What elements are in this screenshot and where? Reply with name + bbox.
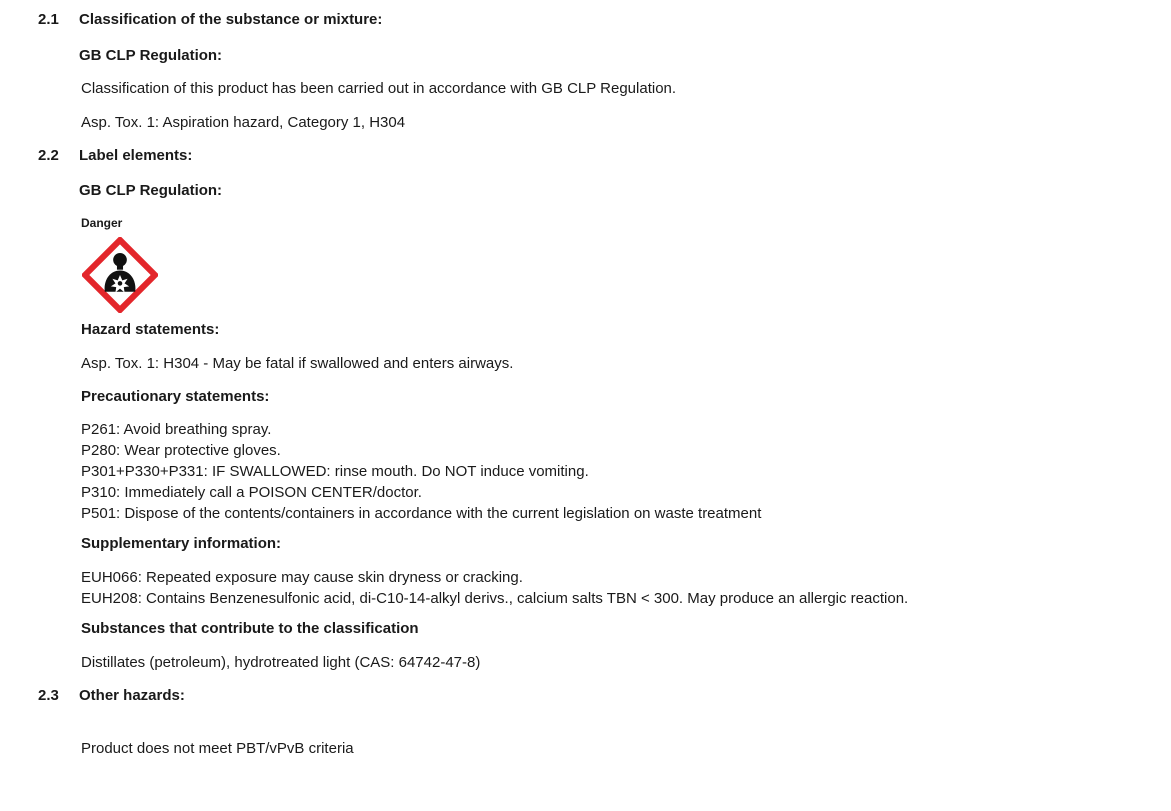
hazard-statement: Asp. Tox. 1: H304 - May be fatal if swallowed and enters airways.: [81, 355, 514, 372]
section-number: 2.2: [38, 147, 59, 164]
precautionary-statement: P261: Avoid breathing spray.: [81, 421, 272, 438]
section-number: 2.1: [38, 11, 59, 28]
supplementary-statement: EUH066: Repeated exposure may cause skin dryness or cracking.: [81, 569, 523, 586]
substance-entry: Distillates (petroleum), hydrotreated light (CAS: 64742-47-8): [81, 654, 481, 671]
signal-word: Danger: [81, 216, 123, 230]
hazard-statements-heading: Hazard statements:: [81, 321, 220, 338]
regulation-heading: GB CLP Regulation:: [79, 47, 223, 64]
precautionary-statement: P280: Wear protective gloves.: [81, 442, 281, 459]
precautionary-statement: P301+P330+P331: IF SWALLOWED: rinse mouth. Do NOT induce vomiting.: [81, 463, 589, 480]
classification-text: Classification of this product has been carried out in accordance with GB CLP Regulation.: [81, 80, 677, 97]
section-title: Other hazards:: [79, 687, 185, 704]
precautionary-statement: P310: Immediately call a POISON CENTER/doctor.: [81, 484, 422, 501]
section-title: Classification of the substance or mixture:: [79, 11, 383, 28]
regulation-heading: GB CLP Regulation:: [79, 182, 223, 199]
section-title: Label elements:: [79, 147, 193, 164]
substances-heading: Substances that contribute to the classification: [81, 620, 419, 637]
supplementary-information-heading: Supplementary information:: [81, 535, 282, 552]
precautionary-statements-heading: Precautionary statements:: [81, 388, 270, 405]
precautionary-statement: P501: Dispose of the contents/containers in accordance with the current legislation on waste treatment: [81, 505, 762, 522]
other-hazards-text: Product does not meet PBT/vPvB criteria: [81, 740, 354, 757]
classification-text: Asp. Tox. 1: Aspiration hazard, Category 1, H304: [81, 114, 406, 131]
section-number: 2.3: [38, 687, 59, 704]
supplementary-statement: EUH208: Contains Benzenesulfonic acid, di-C10-14-alkyl derivs., calcium salts TBN < 300. May produce an allergic reaction.: [81, 590, 909, 607]
ghs08-health-hazard-icon: [82, 237, 158, 313]
